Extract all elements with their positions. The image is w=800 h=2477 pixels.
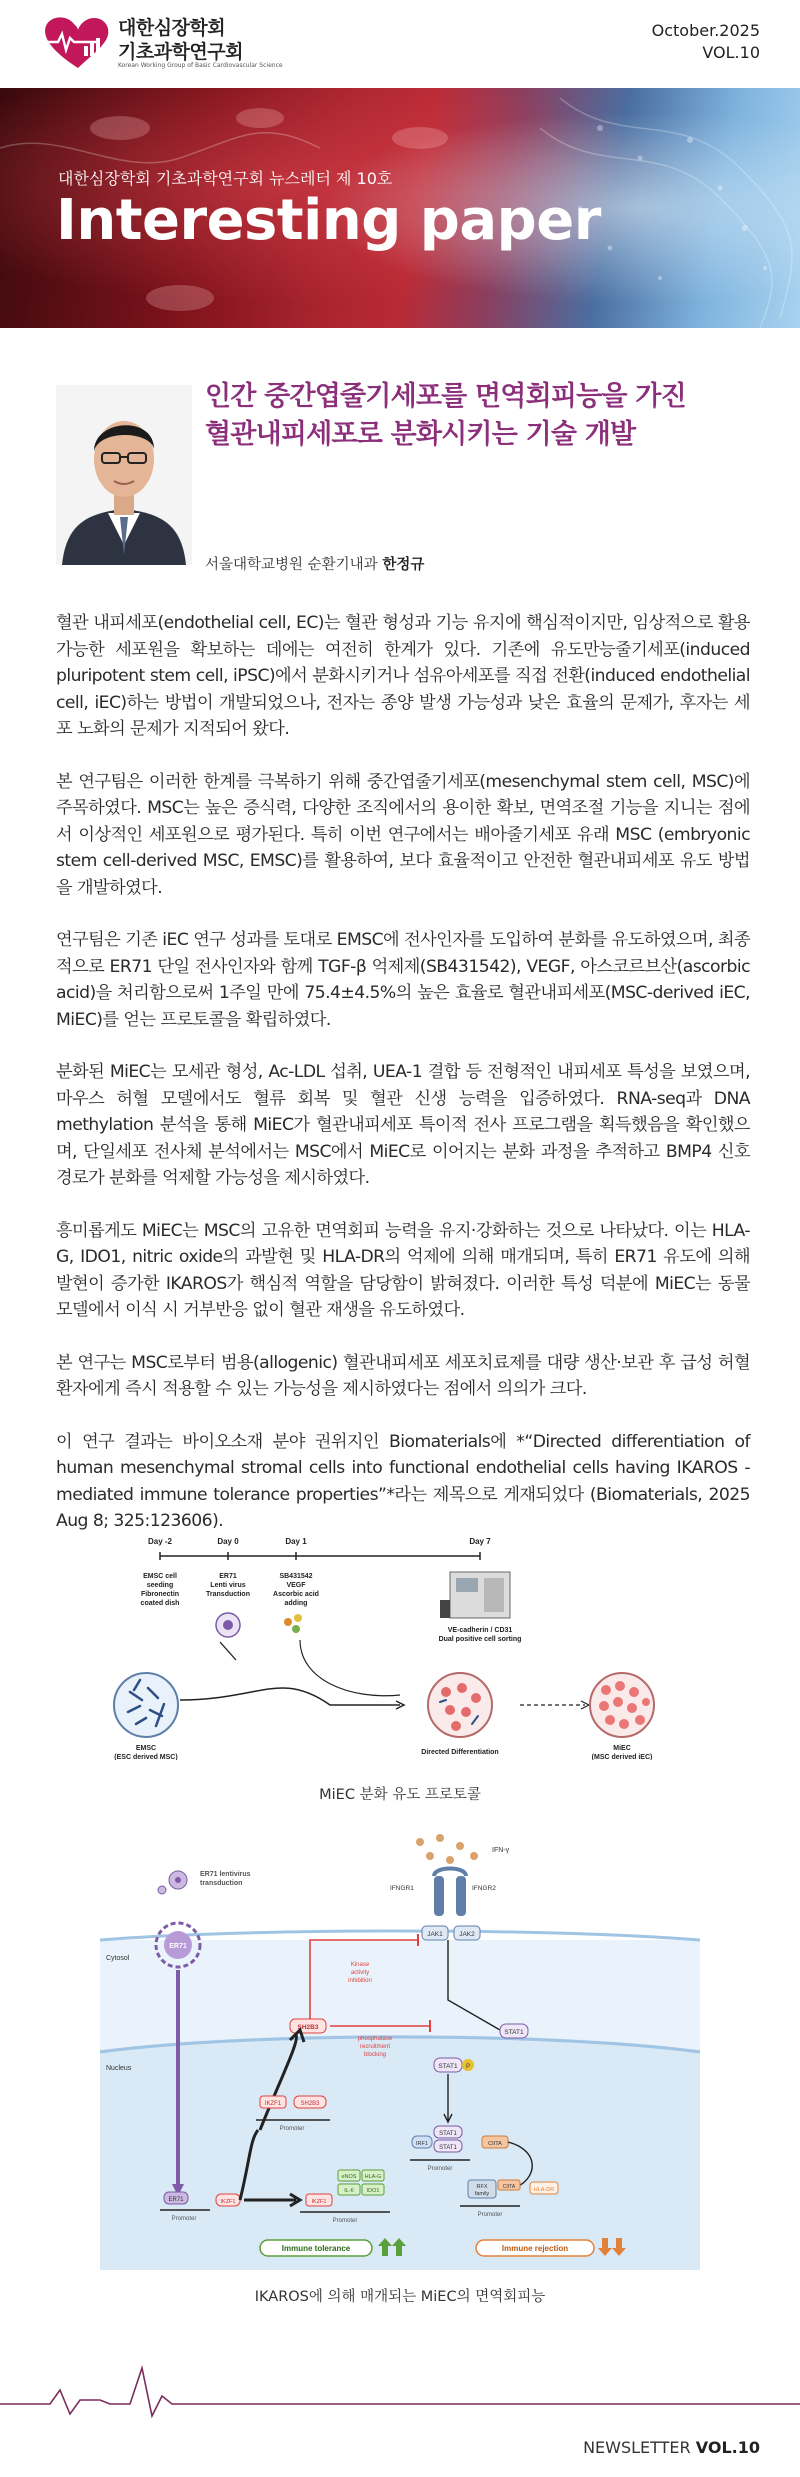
step-text: ER71 — [219, 1573, 237, 1580]
article-body — [56, 610, 750, 1561]
gene-label: HLA-G — [364, 2174, 382, 2180]
footer-volume: VOL.10 — [695, 2438, 760, 2457]
figure-label: transduction — [200, 1880, 243, 1887]
figure-caption: MiEC 분화 유도 프로토콜 — [319, 1787, 481, 1803]
phospho-text: recruitment — [359, 2044, 391, 2050]
promoter-label: Promoter — [171, 2216, 197, 2222]
step-text: Transduction — [206, 1591, 250, 1598]
immune-rejection-label: Immune rejection — [501, 2244, 569, 2253]
cell-label: Directed Differentiation — [421, 1749, 499, 1756]
sh2b3-label: SH2B3 — [300, 2101, 320, 2107]
ifn-gamma-dots-icon — [416, 1834, 478, 1864]
society-english-name: Korean Working Group of Basic Cardiovascular Science — [118, 62, 283, 69]
paragraph: 이 연구 결과는 바이오소재 분야 권위지인 Biomaterials에 *“Directed differentiation of human mesenchymal stromal cells into functional endothelial cells having IKAROS -mediated immune tolerance properties”*라는 제목으로 게재되었다 (Biomaterials, 2025 Aug 8; 325:123606). — [56, 1431, 750, 1531]
rfx-label: RFX — [476, 2184, 488, 2190]
author-name: 한정규 — [382, 557, 425, 573]
lentivirus-icon — [216, 1613, 240, 1660]
article-title: 인간 중간엽줄기세포를 면역회피능을 가진 혈관내피세포로 분화시키는 기술 개발 — [205, 381, 686, 450]
jak-label: JAK2 — [459, 1931, 475, 1938]
step-text: Fibronectin — [140, 1591, 180, 1598]
stat1-label: STAT1 — [439, 2131, 457, 2137]
promoter-label: Promoter — [427, 2166, 453, 2172]
reagent-dots-icon — [284, 1614, 302, 1633]
day-label: Day 7 — [469, 1537, 491, 1546]
step-text: VEGF — [286, 1582, 306, 1589]
phospho-text: phosphatase — [357, 2036, 393, 2042]
phospho-text: blocking — [363, 2052, 387, 2058]
jak-label: JAK1 — [427, 1931, 443, 1938]
heart-logo-icon — [40, 12, 116, 72]
issue-date: October.2025 — [651, 21, 760, 40]
paragraph: 연구팀은 기존 iEC 연구 성과를 토대로 EMSC에 전사인자를 도입하여 분화를 유도하였으며, 최종적으로 ER71 단일 전사인자와 함께 TGF-β 억제제(SB431542), VEGF, 아스코르브산(ascorbic acid)을 처리함으로써 1주일 만에 75.4±4.5%의 높은 효율로 혈관내피세포(MSC-derived iEC, MiEC)를 얻는 프로토콜을 확립하였다. — [56, 930, 750, 1030]
directed-dish-icon — [428, 1673, 492, 1737]
region-label: Nucleus — [106, 2065, 132, 2072]
ecg-divider-icon — [0, 2360, 800, 2420]
stat1-label: STAT1 — [439, 2145, 457, 2151]
step-text: seeding — [146, 1582, 174, 1589]
issue-info — [652, 20, 760, 64]
author-portrait-image — [56, 385, 192, 565]
day-label: Day -2 — [147, 1537, 173, 1546]
hero-banner — [0, 88, 800, 328]
stat1-label: STAT1 — [438, 2063, 458, 2070]
receptor-label: IFNGR1 — [390, 1885, 414, 1892]
banner-subtitle: 대한심장학회 기초과학연구회 뉴스레터 제 10호 — [58, 169, 393, 188]
promoter-label: Promoter — [332, 2218, 358, 2224]
step-text: adding — [284, 1600, 308, 1607]
ciita-label: CIITA — [502, 2184, 516, 2190]
irf1-label: IRF1 — [416, 2141, 428, 2147]
gene-label: IDO1 — [366, 2188, 380, 2194]
page-header — [0, 0, 800, 88]
figure-caption: IKAROS에 의해 매개되는 MiEC의 면역회피능 — [254, 2289, 546, 2305]
paragraph: 흥미롭게도 MiEC는 MSC의 고유한 면역회피 능력을 유지·강화하는 것으로 나타났다. 이는 HLA-G, IDO1, nitric oxide의 과발현 및 HLA-DR의 억제에 의해 매개되며, 특히 ER71 유도에 의해 발현이 증가한 IKAROS가 핵심적 역할을 담당함이 밝혀졌다. 이러한 특성 덕분에 MiEC는 동물 모델에서 이식 시 거부반응 없이 혈관 재생을 유도하였다. — [56, 1220, 750, 1320]
ikzf1-label: IKZF1 — [220, 2199, 236, 2205]
protocol-figure — [100, 1530, 700, 1760]
day-label: Day 0 — [217, 1537, 239, 1546]
day-label: Day 1 — [285, 1537, 307, 1546]
er71-label: ER71 — [168, 2197, 184, 2203]
step-text: Lenti virus — [210, 1582, 246, 1589]
footer-label: NEWSLETTER VOL.10 — [583, 2438, 760, 2457]
region-label: Cytosol — [106, 1955, 130, 1962]
promoter-label: Promoter — [279, 2126, 305, 2132]
hladr-label: HLA-DR — [533, 2187, 555, 2193]
receptor-label: IFNGR2 — [472, 1885, 496, 1892]
ikzf1-label: IKZF1 — [264, 2101, 282, 2107]
figure-label: ER71 lentivirus — [200, 1871, 251, 1878]
paragraph: 본 연구팀은 이러한 한계를 극복하기 위해 중간엽줄기세포(mesenchymal stem cell, MSC)에 주목하였다. MSC는 높은 증식력, 다양한 조직에서의 용이한 확보, 면역조절 기능을 지니는 점에서 이상적인 세포원으로 평가된다. 특히 이번 연구에서는 배아줄기세포 유래 MSC (embryonic stem cell-derived MSC, EMSC)를 활용하여, 보다 효율적이고 안전한 혈관내피세포 유도 방법을 개발하였다. — [56, 771, 750, 898]
kinase-text: Kinase — [350, 1962, 370, 1968]
cell-label: MiEC — [613, 1745, 631, 1752]
gene-label: IL-6 — [344, 2188, 354, 2194]
author-photo — [56, 385, 192, 565]
paragraph: 분화된 MiEC는 모세관 형성, Ac-LDL 섭취, UEA-1 결합 등 전형적인 내피세포 특성을 보였으며, 마우스 허혈 모델에서도 혈류 회복 및 혈관 신생 능력을 입증하였다. RNA-seq과 DNA methylation 분석을 통해 MiEC가 혈관내피세포 특이적 전사 프로그램을 획득했음을 확인했으며, 단일세포 전사체 분석에서는 MSC에서 MiEC로 이어지는 분화 과정을 추적하고 BMP4 신호경로가 분화를 억제할 가능성을 제시하였다. — [56, 1062, 750, 1188]
ifng-label: IFN-γ — [492, 1847, 510, 1854]
step-text: VE-cadherin / CD31 — [447, 1627, 513, 1634]
step-text: Ascorbic acid — [273, 1591, 319, 1598]
issue-volume: VOL.10 — [702, 43, 760, 62]
society-name: 대한심장학회 기초과학연구회 — [118, 17, 243, 63]
cell-sorter-icon — [440, 1572, 510, 1618]
paragraph: 혈관 내피세포(endothelial cell, EC)는 혈관 형성과 기능 유지에 핵심적이지만, 임상적으로 활용 가능한 세포원을 확보하는 데에는 여전히 한계가 있다. 기존에 유도만능줄기세포(induced pluripotent stem cell, iPSC)에서 분화시키거나 섬유아세포를 직접 전환(induced endothelial cell, iEC)하는 방법이 개발되었으나, 전자는 종양 발생 가능성과 낮은 효율의 문제가, 후자는 세포 노화의 문제가 지적되어 왔다. — [56, 613, 750, 739]
cell-label: EMSC — [135, 1745, 157, 1752]
paragraph: 본 연구는 MSC로부터 범용(allogenic) 혈관내피세포 세포치료제를 대량 생산·보관 후 급성 허혈 환자에게 즉시 적용할 수 있는 가능성을 제시하였다는 점에서 의의가 크다. — [56, 1352, 750, 1399]
society-logo — [40, 12, 300, 76]
ifng-receptor-icon — [434, 1869, 466, 1917]
step-text: SB431542 — [279, 1573, 313, 1580]
gene-label: eNOS — [341, 2174, 357, 2180]
lentivirus-icon — [158, 1871, 187, 1894]
immune-tolerance-label: Immune tolerance — [281, 2244, 351, 2253]
rfx-label: family — [474, 2191, 490, 2197]
kinase-text: inhibition — [348, 1978, 372, 1984]
stat1-label: STAT1 — [504, 2029, 524, 2036]
phospho-p-label: P — [465, 2064, 471, 2070]
miec-dish-icon — [590, 1673, 654, 1737]
immune-evasion-figure — [100, 1830, 700, 2270]
step-text: Dual positive cell sorting — [438, 1636, 522, 1643]
kinase-text: activity — [350, 1970, 370, 1976]
cell-label: (MSC derived iEC) — [591, 1754, 653, 1760]
er71-label: ER71 — [169, 1943, 187, 1950]
sh2b3-label: SH2B3 — [297, 2024, 319, 2031]
emsc-dish-icon — [114, 1673, 178, 1737]
promoter-label: Promoter — [477, 2212, 503, 2218]
banner-title: Interesting paper — [56, 188, 601, 253]
step-text: EMSC cell — [143, 1573, 177, 1580]
cell-label: (ESC derived MSC) — [114, 1754, 178, 1760]
step-text: coated dish — [140, 1600, 180, 1607]
ciita-label: CIITA — [488, 2141, 502, 2147]
ikzf1-label: IKZF1 — [311, 2199, 327, 2205]
author-affiliation: 서울대학교병원 순환기내과 한정규 — [205, 557, 425, 573]
